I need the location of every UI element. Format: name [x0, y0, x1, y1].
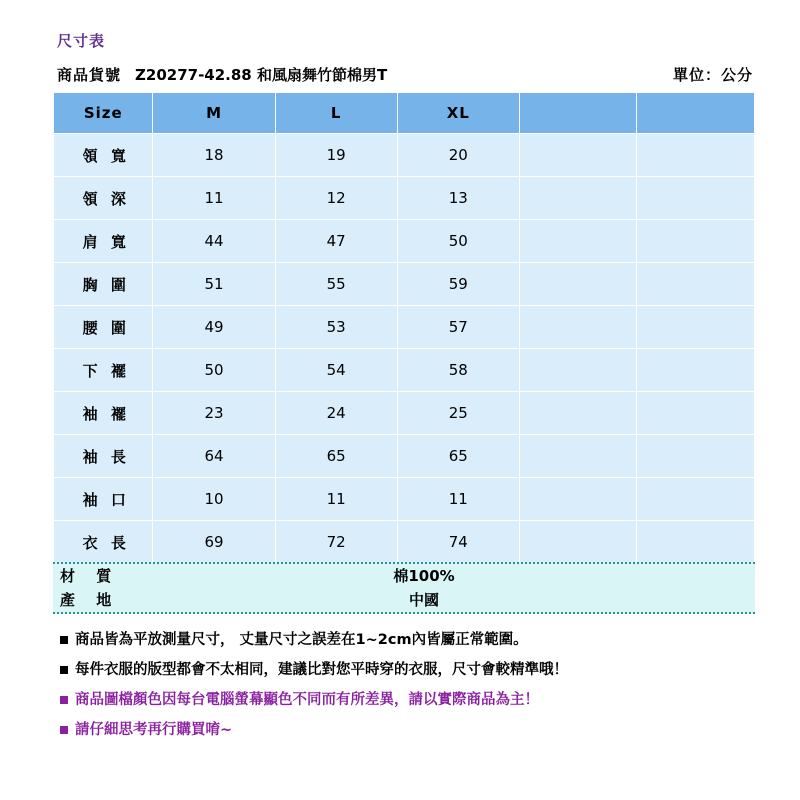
material-block [53, 562, 755, 614]
cell-value: 55 [275, 263, 397, 306]
cell-value: 69 [153, 521, 275, 564]
cell-value: 23 [153, 392, 275, 435]
column-header-xl: XL [397, 93, 519, 134]
cell-value: 47 [275, 220, 397, 263]
row-label: 肩 寬 [54, 220, 153, 263]
column-header-size: Size [54, 93, 153, 134]
cell-blank [519, 349, 637, 392]
column-header-m: M [153, 93, 275, 134]
cell-value: 20 [397, 134, 519, 177]
cell-value: 58 [397, 349, 519, 392]
size-table [53, 92, 755, 564]
cell-value: 54 [275, 349, 397, 392]
cell-value: 11 [153, 177, 275, 220]
item-code-value: Z20277-42.88 和風扇舞竹節棉男T [135, 66, 388, 84]
table-row [54, 392, 755, 435]
row-label: 袖 口 [54, 478, 153, 521]
square-bullet-icon [60, 726, 68, 734]
cell-value: 13 [397, 177, 519, 220]
cell-blank [637, 263, 755, 306]
cell-blank [637, 177, 755, 220]
square-bullet-icon [60, 666, 68, 674]
cell-value: 44 [153, 220, 275, 263]
notes-list [60, 625, 780, 745]
cell-value: 50 [397, 220, 519, 263]
cell-blank [637, 306, 755, 349]
cell-blank [637, 392, 755, 435]
origin-value: 中國 [408, 591, 439, 609]
cell-value: 49 [153, 306, 275, 349]
table-row [54, 521, 755, 564]
table-row [54, 134, 755, 177]
cell-value: 11 [275, 478, 397, 521]
table-row [54, 177, 755, 220]
square-bullet-icon [60, 636, 68, 644]
note-text: 商品圖檔顏色因每台電腦螢幕顯色不同而有所差異，請以實際商品為主！ [75, 692, 539, 708]
note-item [60, 715, 780, 745]
cell-blank [637, 435, 755, 478]
note-text: 請仔細思考再行購買唷~ [75, 722, 233, 738]
header-row [57, 64, 757, 85]
cell-blank [637, 349, 755, 392]
size-table-header-row [54, 93, 755, 134]
square-bullet-icon [60, 696, 68, 704]
cell-value: 25 [397, 392, 519, 435]
cell-blank [637, 134, 755, 177]
cell-value: 59 [397, 263, 519, 306]
cell-blank [519, 306, 637, 349]
row-label: 袖 長 [54, 435, 153, 478]
item-code-label: 商品貨號 [57, 66, 122, 84]
material-label: 材 質 [60, 567, 120, 585]
row-label: 腰 圍 [54, 306, 153, 349]
table-row [54, 263, 755, 306]
row-label: 胸 圍 [54, 263, 153, 306]
note-item [60, 685, 780, 715]
cell-value: 72 [275, 521, 397, 564]
column-header-blank-2 [637, 93, 755, 134]
row-label: 衣 長 [54, 521, 153, 564]
column-header-blank-1 [519, 93, 637, 134]
row-label: 領 寬 [54, 134, 153, 177]
note-item [60, 625, 780, 655]
cell-blank [637, 521, 755, 564]
table-row [54, 349, 755, 392]
cell-value: 50 [153, 349, 275, 392]
cell-value: 51 [153, 263, 275, 306]
cell-value: 53 [275, 306, 397, 349]
column-header-l: L [275, 93, 397, 134]
note-text: 每件衣服的版型都會不太相同，建議比對您平時穿的衣服，尺寸會較精準哦！ [75, 662, 568, 678]
cell-value: 64 [153, 435, 275, 478]
material-row [53, 564, 755, 588]
table-row [54, 306, 755, 349]
row-label: 袖 襬 [54, 392, 153, 435]
origin-label: 產 地 [60, 591, 120, 609]
note-item [60, 655, 780, 685]
cell-value: 10 [153, 478, 275, 521]
cell-value: 24 [275, 392, 397, 435]
header-left [57, 64, 387, 85]
origin-row [53, 588, 755, 612]
material-value: 棉100% [393, 567, 455, 585]
cell-blank [519, 392, 637, 435]
table-row [54, 478, 755, 521]
note-text: 商品皆為平放測量尺寸， 丈量尺寸之誤差在1~2cm內皆屬正常範圍。 [75, 632, 528, 648]
cell-blank [519, 177, 637, 220]
cell-blank [519, 263, 637, 306]
row-label: 下 襬 [54, 349, 153, 392]
cell-value: 11 [397, 478, 519, 521]
cell-blank [637, 478, 755, 521]
row-label: 領 深 [54, 177, 153, 220]
cell-blank [519, 435, 637, 478]
cell-value: 74 [397, 521, 519, 564]
cell-value: 18 [153, 134, 275, 177]
cell-value: 12 [275, 177, 397, 220]
cell-value: 65 [397, 435, 519, 478]
unit-label: 單位：公分 [672, 66, 753, 84]
page-title: 尺寸表 [57, 32, 106, 50]
table-row [54, 435, 755, 478]
cell-blank [519, 220, 637, 263]
table-row [54, 220, 755, 263]
cell-blank [519, 521, 637, 564]
cell-blank [637, 220, 755, 263]
cell-blank [519, 134, 637, 177]
cell-value: 65 [275, 435, 397, 478]
cell-value: 19 [275, 134, 397, 177]
cell-value: 57 [397, 306, 519, 349]
cell-blank [519, 478, 637, 521]
